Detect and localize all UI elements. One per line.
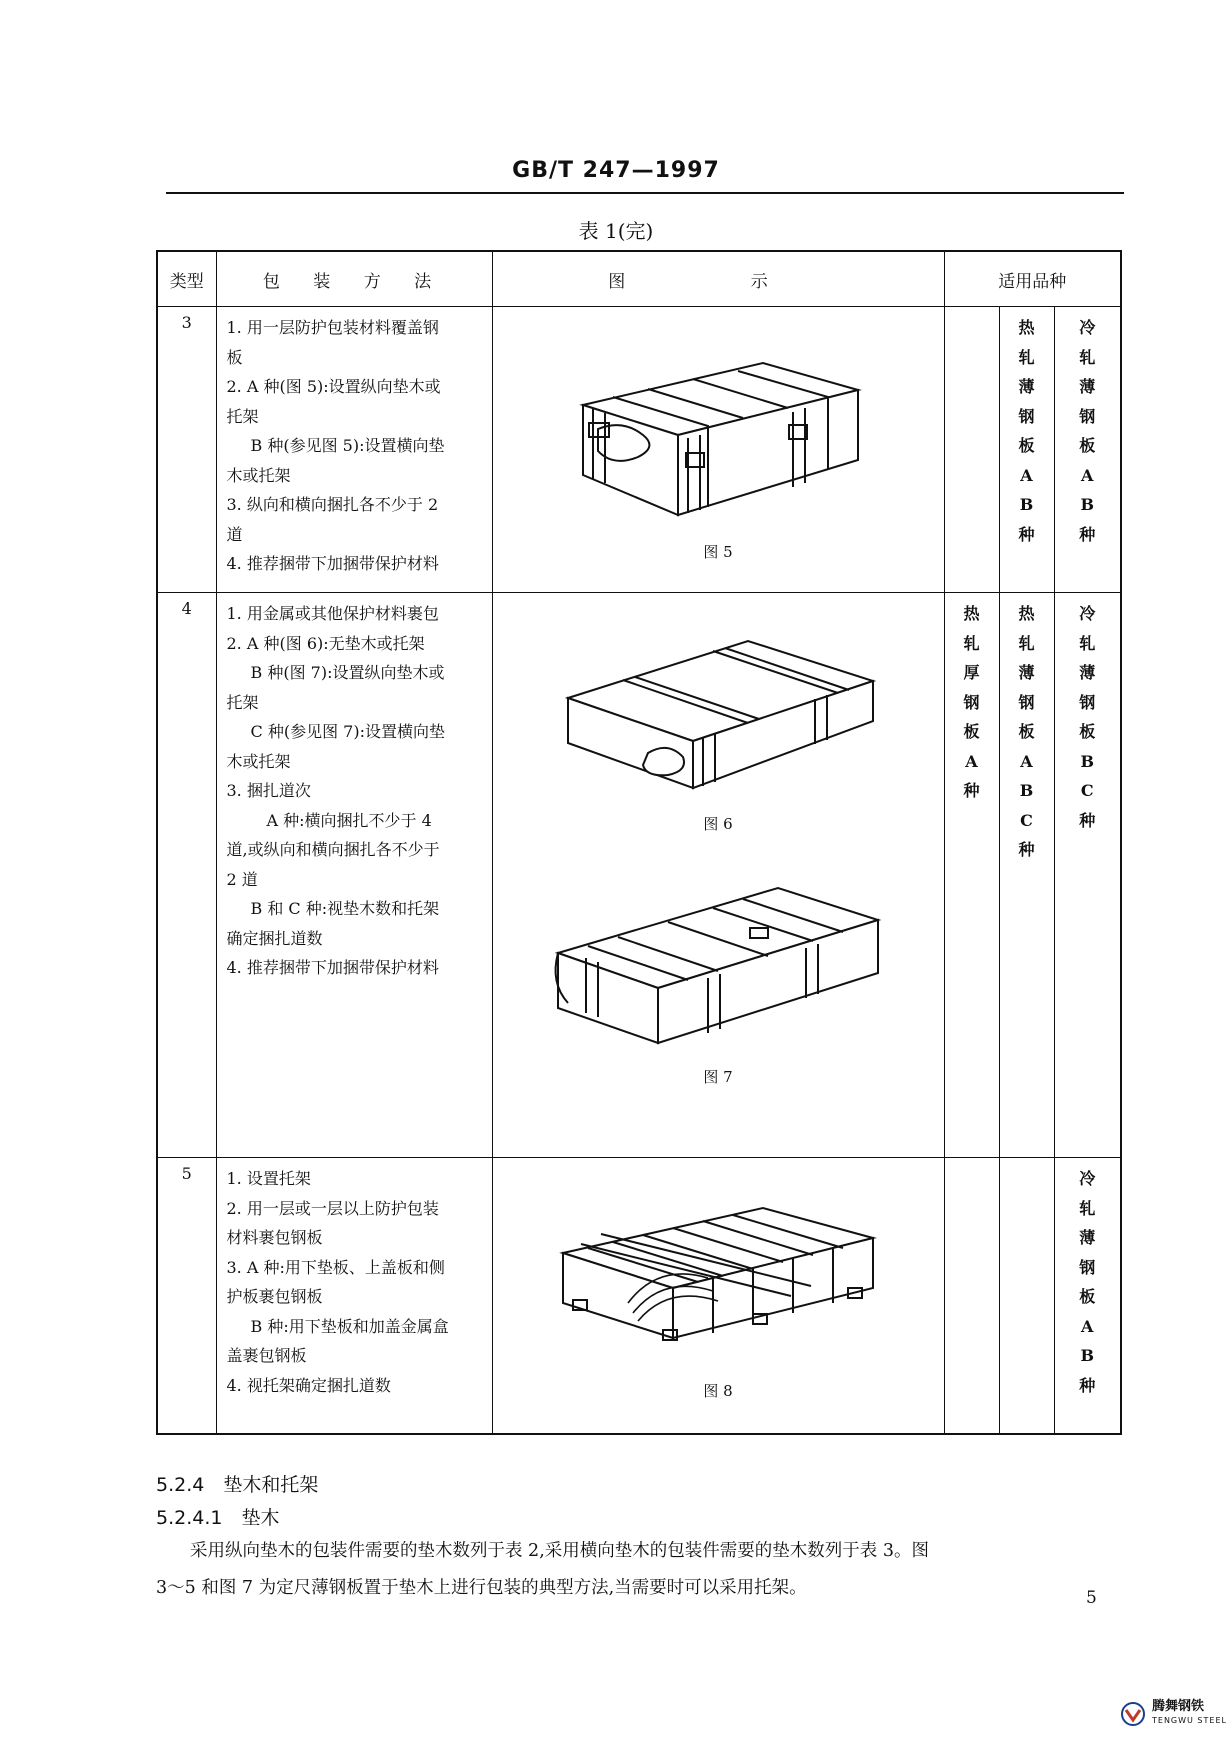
method-line: 护板裹包钢板 <box>226 1287 323 1306</box>
grade-char: A <box>1081 465 1094 485</box>
grade-char: 轧 <box>1018 633 1035 653</box>
grade-hot-thin <box>999 593 1054 1158</box>
grade-char: 冷 <box>1079 1169 1096 1188</box>
row-method <box>216 307 492 593</box>
method-line: 板 <box>226 347 243 367</box>
method-line: 1. 用一层防护包装材料覆盖钢 <box>226 318 439 337</box>
grade-cold-thin <box>1054 1158 1121 1434</box>
method-line: C 种(参见图 7):设置横向垫 <box>250 722 445 741</box>
figure-7-drawing <box>548 858 888 1058</box>
grade-char: B <box>1019 495 1034 514</box>
body-paragraph-line-2: 3～5 和图 7 为定尺薄钢板置于垫木上进行包装的典型方法,当需要时可以采用托架。 <box>156 1578 807 1598</box>
row-figure <box>492 307 944 593</box>
method-line: 托架 <box>226 406 259 426</box>
grade-char: 热 <box>1018 318 1035 337</box>
grade-char: A <box>1081 1316 1094 1336</box>
figure-caption: 图 8 <box>703 1382 733 1400</box>
grade-char: 钢 <box>1018 406 1035 426</box>
method-line: 道 <box>226 524 243 544</box>
grade-hot-thick <box>944 593 999 1158</box>
method-line: 2. 用一层或一层以上防护包装 <box>226 1198 439 1218</box>
col-method: 包 装 方 法 <box>216 251 492 307</box>
method-line: 3. 纵向和横向捆扎各不少于 2 <box>226 495 439 514</box>
grade-char: 钢 <box>1079 406 1096 426</box>
grade-char: 冷 <box>1079 604 1096 623</box>
method-line: 材料裹包钢板 <box>226 1228 323 1247</box>
row-type: 3 <box>157 307 216 593</box>
grade-char: 种 <box>1018 840 1035 859</box>
packaging-table <box>156 250 1122 1435</box>
logo-name-cn: 腾舞钢铁 <box>1152 1699 1205 1714</box>
method-line: A 种:横向捆扎不少于 4 <box>266 810 432 830</box>
table-row-5 <box>157 1158 1121 1434</box>
method-line: B 种(参见图 5):设置横向垫 <box>250 436 445 455</box>
method-line: 3. 捆扎道次 <box>226 781 311 800</box>
grade-char: 种 <box>1079 1375 1096 1395</box>
grade-char: 钢 <box>1079 692 1096 712</box>
figure-caption: 图 6 <box>703 815 733 833</box>
grade-char: 种 <box>1079 524 1096 544</box>
grade-cold-thin <box>1054 307 1121 593</box>
figure-caption: 图 7 <box>703 1068 733 1086</box>
section-heading-5-2-4: 5.2.4 垫木和托架 <box>156 1474 319 1496</box>
grade-hot-thick <box>944 1158 999 1434</box>
method-line: B 和 C 种:视垫木数和托架 <box>250 899 440 918</box>
method-line: 托架 <box>226 692 259 712</box>
grade-char: 冷 <box>1079 318 1096 337</box>
grade-char: B <box>1019 781 1034 800</box>
grade-char: 钢 <box>1079 1257 1096 1277</box>
table-title: 表 1(完) <box>578 219 654 243</box>
grade-char: 薄 <box>1079 663 1096 682</box>
grade-char: 板 <box>1018 436 1035 455</box>
grade-char: 热 <box>963 604 980 623</box>
grade-char: 板 <box>963 722 980 741</box>
row-type: 4 <box>157 593 216 1158</box>
grade-hot-thick <box>944 307 999 593</box>
method-line: 2. A 种(图 6):无垫木或托架 <box>226 633 425 653</box>
grade-char: 钢 <box>963 692 980 712</box>
logo-name-en: TENGWU STEEL <box>1152 1716 1227 1725</box>
grade-char: 种 <box>963 781 980 800</box>
logo-text <box>1152 1700 1227 1728</box>
grade-char: 种 <box>1079 810 1096 830</box>
section-heading-5-2-4-1: 5.2.4.1 垫木 <box>156 1507 280 1529</box>
method-line: B 种:用下垫板和加盖金属盒 <box>250 1316 449 1336</box>
publisher-logo <box>1120 1700 1227 1728</box>
method-line: 1. 设置托架 <box>226 1169 311 1188</box>
table-header-row <box>157 251 1121 307</box>
col-figure: 图 示 <box>492 251 944 307</box>
figure-5-drawing <box>553 325 883 535</box>
method-line: 盖裹包钢板 <box>226 1346 307 1365</box>
method-line: 1. 用金属或其他保护材料裹包 <box>226 604 439 623</box>
grade-char: A <box>1020 465 1033 485</box>
grade-char: 板 <box>1079 436 1096 455</box>
grade-char: B <box>1080 495 1095 514</box>
grade-char: 轧 <box>1079 1198 1096 1218</box>
method-line: 3. A 种:用下垫板、上盖板和侧 <box>226 1257 445 1277</box>
grade-char: 薄 <box>1079 377 1096 396</box>
row-method <box>216 1158 492 1434</box>
method-line: 木或托架 <box>226 465 291 485</box>
grade-hot-thin <box>999 307 1054 593</box>
table-row-3 <box>157 307 1121 593</box>
grade-char: 板 <box>1079 722 1096 741</box>
grade-char: A <box>965 751 978 771</box>
row-figure <box>492 1158 944 1434</box>
grade-char: 轧 <box>1018 347 1035 367</box>
grade-char: B <box>1080 1346 1095 1365</box>
grade-char: 薄 <box>1018 377 1035 396</box>
logo-mark-icon <box>1120 1701 1146 1727</box>
method-line: 道,或纵向和横向捆扎各不少于 <box>226 840 440 859</box>
grade-char: 轧 <box>1079 633 1096 653</box>
method-line: B 种(图 7):设置纵向垫木或 <box>250 663 445 682</box>
method-line: 2 道 <box>226 869 258 889</box>
method-line: 确定捆扎道数 <box>226 928 323 948</box>
grade-char: 轧 <box>1079 347 1096 367</box>
grade-char: B <box>1080 751 1095 771</box>
grade-char: 板 <box>1018 722 1035 741</box>
page-number: 5 <box>1086 1588 1097 1608</box>
figure-caption: 图 5 <box>703 543 733 561</box>
col-grades: 适用品种 <box>944 251 1121 307</box>
row-type: 5 <box>157 1158 216 1434</box>
method-line: 4. 推荐捆带下加捆带保护材料 <box>226 554 439 573</box>
figure-6-drawing <box>553 613 883 803</box>
table-row-4 <box>157 593 1121 1158</box>
grade-hot-thin <box>999 1158 1054 1434</box>
grade-char: 板 <box>1079 1287 1096 1306</box>
grade-char: 轧 <box>963 633 980 653</box>
method-line: 木或托架 <box>226 751 291 771</box>
grade-char: 钢 <box>1018 692 1035 712</box>
grade-cold-thin <box>1054 593 1121 1158</box>
header-rule <box>166 192 1124 194</box>
grade-char: 种 <box>1018 524 1035 544</box>
grade-char: 热 <box>1018 604 1035 623</box>
body-paragraph-line-1: 采用纵向垫木的包装件需要的垫木数列于表 2,采用横向垫木的包装件需要的垫木数列于表 3。图 <box>190 1541 929 1561</box>
method-line: 2. A 种(图 5):设置纵向垫木或 <box>226 377 441 396</box>
grade-char: A <box>1020 751 1033 771</box>
method-line: 4. 视托架确定捆扎道数 <box>226 1375 391 1395</box>
row-method <box>216 593 492 1158</box>
grade-char: C <box>1080 781 1094 800</box>
row-figure <box>492 593 944 1158</box>
grade-char: 薄 <box>1018 663 1035 682</box>
grade-char: C <box>1020 810 1033 830</box>
standard-header: GB/T 247—1997 <box>512 158 720 183</box>
grade-char: 薄 <box>1079 1228 1096 1247</box>
figure-8-drawing <box>553 1188 883 1358</box>
method-line: 4. 推荐捆带下加捆带保护材料 <box>226 958 439 977</box>
col-type: 类型 <box>157 251 216 307</box>
grade-char: 厚 <box>963 663 980 682</box>
